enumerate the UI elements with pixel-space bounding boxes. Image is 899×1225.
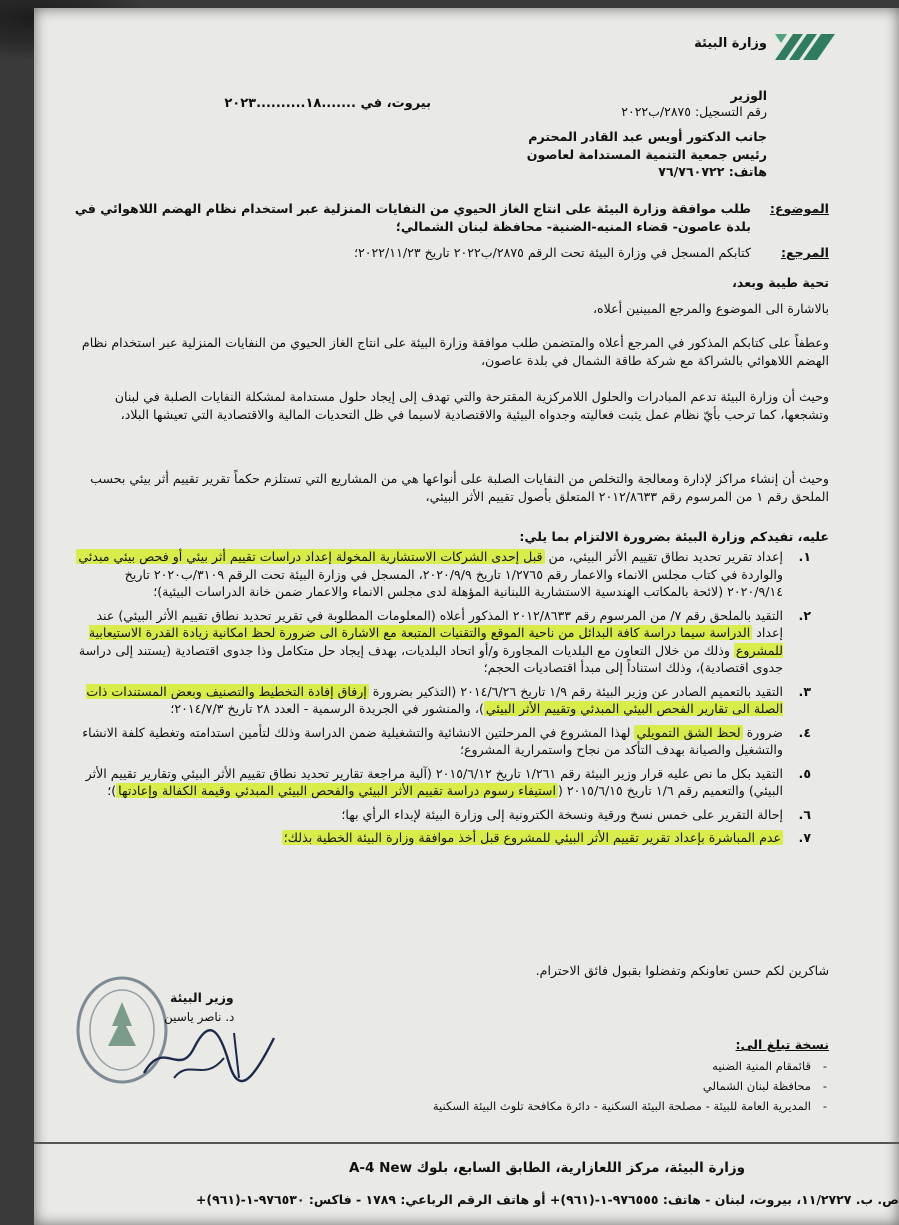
condition-highlight: الدراسة سيما دراسة كافة البدائل من ناحية الموقع والتقنيات المتبعة مع الاشارة الى ضرورة لحظ امكانية زيادة القدرة الاستيعابية للمشروع: [88, 625, 783, 658]
conditions-intro: عليه، تفيدكم وزارة البيئة بضرورة الالتزام بما يلي:: [519, 529, 829, 544]
condition-highlight: عدم المباشرة بإعداد تقرير تقييم الأثر البيئي للمشروع قبل أخذ موافقة وزارة البيئة الخطية بذلك؛: [283, 830, 781, 845]
minister-label: الوزير: [730, 88, 767, 103]
copies-title: نسخة تبلغ الى:: [735, 1037, 829, 1052]
copy-recipient: - قائمقام المنية الضنيه: [309, 1056, 829, 1076]
paragraph-4: وحيث أن إنشاء مراكز لإدارة ومعالجة والتخلص من النفايات الصلبة على أنواعها هي من المشاريع التي تستلزم حكماً تقرير تقييم أثر بيئي بحسب الملحق رقم ١ من المرسوم رقم ٢٠١٢/٨٦٣٣ المتعلق بأصول تقييم الأثر البيئي،: [90, 471, 829, 504]
condition-item: ٣. التقيد بالتعميم الصادر عن وزير البيئة رقم ١/٩ تاريخ ٢٠١٤/٦/٢٦ (التذكير بضرورة إرفاق إفادة التخطيط والتصنيف وبعض المستندات ذات الصلة الى تقارير الفحص البيئي المبدئي وتقييم الأثر البيئي)، والمنشور في الجريدة الرسمية - العدد ٢٨ تاريخ ٢٠١٤/٧/٣؛: [86, 683, 811, 716]
paragraph-1: بالاشارة الى الموضوع والمرجع المبينين أعلاه،: [592, 301, 829, 316]
footer-address: وزارة البيئة، مركز اللعازارية، الطابق السابع، بلوك A-4 New: [348, 1160, 745, 1176]
place-date: بيروت، في .......١٨..........٢٠٢٣: [224, 96, 431, 111]
condition-highlight: إرفاق إفادة التخطيط والتصنيف وبعض المستندات ذات الصلة الى تقارير الفحص البيئي المبدئي وتقييم الأثر البيئي: [86, 683, 783, 716]
copies-list: [309, 1056, 829, 1116]
condition-item: ١. إعداد تقرير تحديد نطاق تقييم الأثر البيئي، من قبل إحدى الشركات الاستشارية المخولة إعداد دراسات تقييم أثر بيئي أو فحص بيئي مبدئي والواردة في كتاب مجلس الانماء والاعمار رقم ١/٢٧٦٥ تاريخ ٢٠٢٠/٩/٩، المسجل في وزارة البيئة تحت الرقم ٣١٠٩/ب٢٠٢٠ تاريخ ٢٠٢٠/٩/١٤ (لائحة بالمكاتب الهندسية الاستشارية اللبنانية المؤهلة لدى مجلس الانماء والاعمار ضمن خانة الدراسات البيئية)؛: [78, 549, 811, 599]
copy-recipient: - المديرية العامة للبيئة - مصلحة البيئة السكنية - دائرة مكافحة تلوث البيئة السكنية: [309, 1096, 829, 1116]
copy-recipient: - محافظة لبنان الشمالي: [309, 1076, 829, 1096]
signatory-title: وزير البيئة: [170, 990, 234, 1005]
reference-text: كتابكم المسجل في وزارة البيئة تحت الرقم ٢٨٧٥/ب٢٠٢٢ تاريخ ٢٠٢٢/١١/٢٣؛: [353, 245, 751, 260]
subject-label: الموضوع:: [769, 201, 829, 216]
paragraph-3: وحيث أن وزارة البيئة تدعم المبادرات والحلول اللامركزية المقترحة والتي تهدف إلى إيجاد حلول مستدامة لمشكلة النفايات الصلبة في لبنان وتشجعها، كما ترحب بأيّ نظام عمل يثبت فعاليته وجدواه البيئية والاقتصادية لاسيما في ظل التحديات المالية والاقتصادية التي تعيشها البلاد،: [114, 389, 829, 422]
condition-item: ٤. ضرورة لحظ الشق التمويلي لهذا المشروع في المرحلتين الانشائية والتشغيلية ضمن الدراسة وذلك لتأمين استدامته وتغطية كلفة الانشاء والتشغيل والصيانة بهدف التأكد من نجاح واستمرارية المشروع؛: [82, 724, 811, 757]
letter-footer: [34, 1142, 899, 1225]
addressee-phone: هاتف: ٧٦/٧٦٠٧٢٢: [658, 164, 767, 179]
condition-item: ٥. التقيد بكل ما نص عليه قرار وزير البيئة رقم ١/٢٦١ تاريخ ٢٠١٥/٦/١٢ (آلية مراجعة تقارير تحديد نطاق تقييم الأثر البيئي وتقارير تقييم الأثر البيئي) والتعميم رقم ١/٦ تاريخ ٢٠١٥/٦/١٥ (استيفاء رسوم دراسة تقييم الأثر البيئي والفحص البيئي المبدئي وقيمة الكفالة وإعادتها)؛: [85, 765, 811, 798]
condition-item: ٦. إحالة التقرير على خمس نسخ ورقية ونسخة الكترونية إلى وزارة البيئة لإبداء الرأي بها؛: [341, 806, 811, 822]
addressee-block: [247, 128, 767, 181]
addressee-name: جانب الدكتور أويس عبد القادر المحترم: [528, 129, 767, 144]
addressee-organization: رئيس جمعية التنمية المستدامة لعاصون: [526, 146, 767, 162]
footer-contact: ص. ب. ١١/٢٧٢٧، بيروت، لبنان - هاتف: ٩٧٦٥٥٥-١-(٩٦١)+ أو هاتف الرقم الرباعي: ١٧٨٩ - فاكس: ٩٧٦٥٣٠-١-(٩٦١)+: [195, 1192, 899, 1207]
ministry-logo-icon: [771, 32, 839, 62]
signatory-name: د. ناصر ياسين: [164, 1010, 235, 1024]
reference-label: المرجع:: [780, 245, 829, 260]
letter-page: [34, 8, 899, 1225]
signature-block: [74, 978, 264, 1098]
condition-highlight: استيفاء رسوم دراسة تقييم الأثر البيئي والفحص البيئي المبدئي وقيمة الكفالة وإعادتها: [118, 783, 556, 798]
condition-item: ٧. عدم المباشرة بإعداد تقرير تقييم الأثر البيئي للمشروع قبل أخذ موافقة وزارة البيئة الخطية بذلك؛: [283, 830, 811, 845]
salutation: تحية طيبة وبعد،: [732, 275, 829, 290]
registration-number: رقم التسجيل: ٢٨٧٥/ب٢٠٢٢: [621, 104, 767, 119]
handwritten-signature-icon: [134, 1018, 284, 1088]
subject-block: [69, 200, 829, 235]
paragraph-2: وعطفاً على كتابكم المذكور في المرجع أعلاه والمتضمن طلب موافقة وزارة البيئة على انتاج الغاز الحيوي من النفايات المنزلية عبر استخدام نظام الهضم اللاهوائي بالشراكة مع شركة طاقة الشمال في بلدة عاصون،: [81, 335, 829, 368]
reference-block: [69, 244, 829, 262]
condition-highlight: قبل إحدى الشركات الاستشارية المخولة إعداد دراسات تقييم أثر بيئي أو فحص بيئي مبدئي: [78, 549, 543, 564]
condition-item: ٢. التقيد بالملحق رقم ٧/ من المرسوم رقم ٢٠١٢/٨٦٣٣ المذكور أعلاه (المعلومات المطلوبة في تقرير تحديد نطاق تقييم الأثر البيئي) عند إعداد الدراسة سيما دراسة كافة البدائل من ناحية الموقع والتقنيات المتبعة مع الاشارة الى ضرورة لحظ امكانية زيادة القدرة الاستيعابية للمشروع وذلك من خلال التعاون مع البلديات المجاورة و/أو اتحاد البلديات، بهدف إيجاد حل متكامل وذا جدوى اقتصادية (يستند إلى دراسة جدوى اقتصادية)، وذلك استناداً إلى مبدأ اقتصاديات الحجم؛: [78, 607, 811, 675]
subject-text: طلب موافقة وزارة البيئة على انتاج الغاز الحيوي من النفايات المنزلية عبر استخدام نظام الهضم اللاهوائي في بلدة عاصون- قضاء المنيه-الضنية- محافظة لبنان الشمالي؛: [74, 201, 751, 234]
conditions-list: [71, 548, 811, 853]
closing-line: شاكرين لكم حسن تعاونكم وتفضلوا بقبول فائق الاحترام.: [535, 963, 829, 978]
condition-highlight: لحظ الشق التمويلي: [636, 724, 741, 740]
ministry-name-header: وزارة البيئة: [694, 36, 767, 51]
